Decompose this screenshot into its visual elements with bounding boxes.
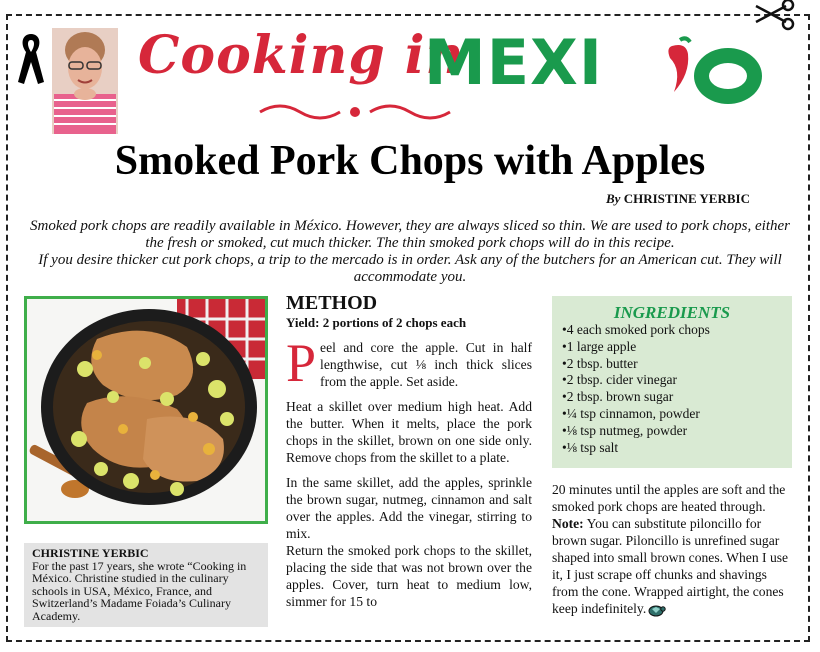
scissors-icon (752, 0, 796, 34)
bio-text: For the past 17 years, she wrote “Cooking in México. Christine studied in the culinary schools in USA, México, France, and Switzerland’s Madame Foiada’s Culinary Academy. (32, 558, 247, 623)
method-continued-text: 20 minutes until the apples are soft and the smoked pork chops are heated through. (552, 482, 786, 514)
ingredient-item: •2 tbsp. cider vinegar (562, 372, 677, 388)
ingredients-title: INGREDIENTS (613, 303, 731, 322)
ingredients-box (552, 296, 792, 468)
author-bio (24, 543, 268, 627)
ingredient-item: •1 large apple (562, 338, 637, 354)
ingredient-item: •⅛ tsp salt (562, 439, 619, 455)
ingredient-item: •¼ tsp cinnamon, powder (562, 405, 700, 421)
logo-cooking-text: Cooking in (138, 25, 465, 86)
method-yield: Yield: 2 portions of 2 chops each (286, 315, 467, 330)
ingredient-item: •4 each smoked pork chops (562, 322, 710, 337)
logo-o-ring (694, 48, 762, 104)
ingredient-item: •⅛ tsp nutmeg, powder (562, 422, 688, 438)
method-step-text: eel and core the apple. Cut in half lengthwise, cut ⅛ inch thick slices from the apple. Set aside. (320, 340, 532, 389)
ingredients-list (562, 322, 782, 456)
logo-swirl-ornament (250, 98, 460, 124)
intro-paragraph: Smoked pork chops are readily available in México. However, they are always sliced so thin. We are used to pork chops, either the fresh or smoked, cut much thicker. The thin smoked pork chops will do in this recipe. (30, 218, 790, 251)
method-step: Heat a skillet over medium high heat. Add the butter. When it melts, place the pork chops in the skillet, brown on one side only. Remove chops from the skillet to a plate. (286, 399, 532, 465)
byline-by: By (605, 191, 621, 206)
drop-cap: P (286, 333, 317, 393)
method-step (286, 333, 532, 393)
ingredient-item: •2 tbsp. brown sugar (562, 389, 674, 405)
intro-paragraph: If you desire thicker cut pork chops, a trip to the mercado is in order. Ask any of the butchers for an American cut. They will accommodate you. (38, 252, 782, 285)
chili-pepper-icon (660, 34, 696, 96)
byline (606, 191, 750, 207)
method-section (286, 292, 532, 610)
ingredient-item: •2 tbsp. butter (562, 355, 638, 371)
note-text: You can substitute piloncillo for brown sugar. Piloncillo is unrefined sugar shaped into small brown cones. When I use it, I just scrape off chunks and shavings from the cone. Wrapped airtight, the cones keep indefinitely. (552, 516, 789, 616)
logo-mexico-text: MEXI (424, 26, 603, 99)
byline-author: CHRISTINE YERBIC (623, 191, 750, 206)
method-title: METHOD (286, 292, 378, 314)
method-step: Return the smoked pork chops to the skillet, placing the side that was not brown over the apples. Cover, turn heat to medium low, simmer for 15 to (286, 543, 532, 609)
note-label: Note: (552, 516, 584, 531)
article-title: Smoked Pork Chops with Apples (114, 138, 706, 184)
method-continued (552, 481, 792, 617)
bio-name: CHRISTINE YERBIC (32, 546, 149, 560)
turtle-icon (646, 603, 666, 617)
article-intro (20, 218, 800, 286)
mourning-ribbon-icon (14, 30, 48, 86)
method-step: In the same skillet, add the apples, sprinkle the brown sugar, nutmeg, cinnamon and salt over the apples. Add the vinegar, stirring to mix. (286, 475, 532, 541)
recipe-photo (24, 296, 268, 524)
method-note (552, 515, 792, 617)
author-photo (52, 28, 118, 134)
